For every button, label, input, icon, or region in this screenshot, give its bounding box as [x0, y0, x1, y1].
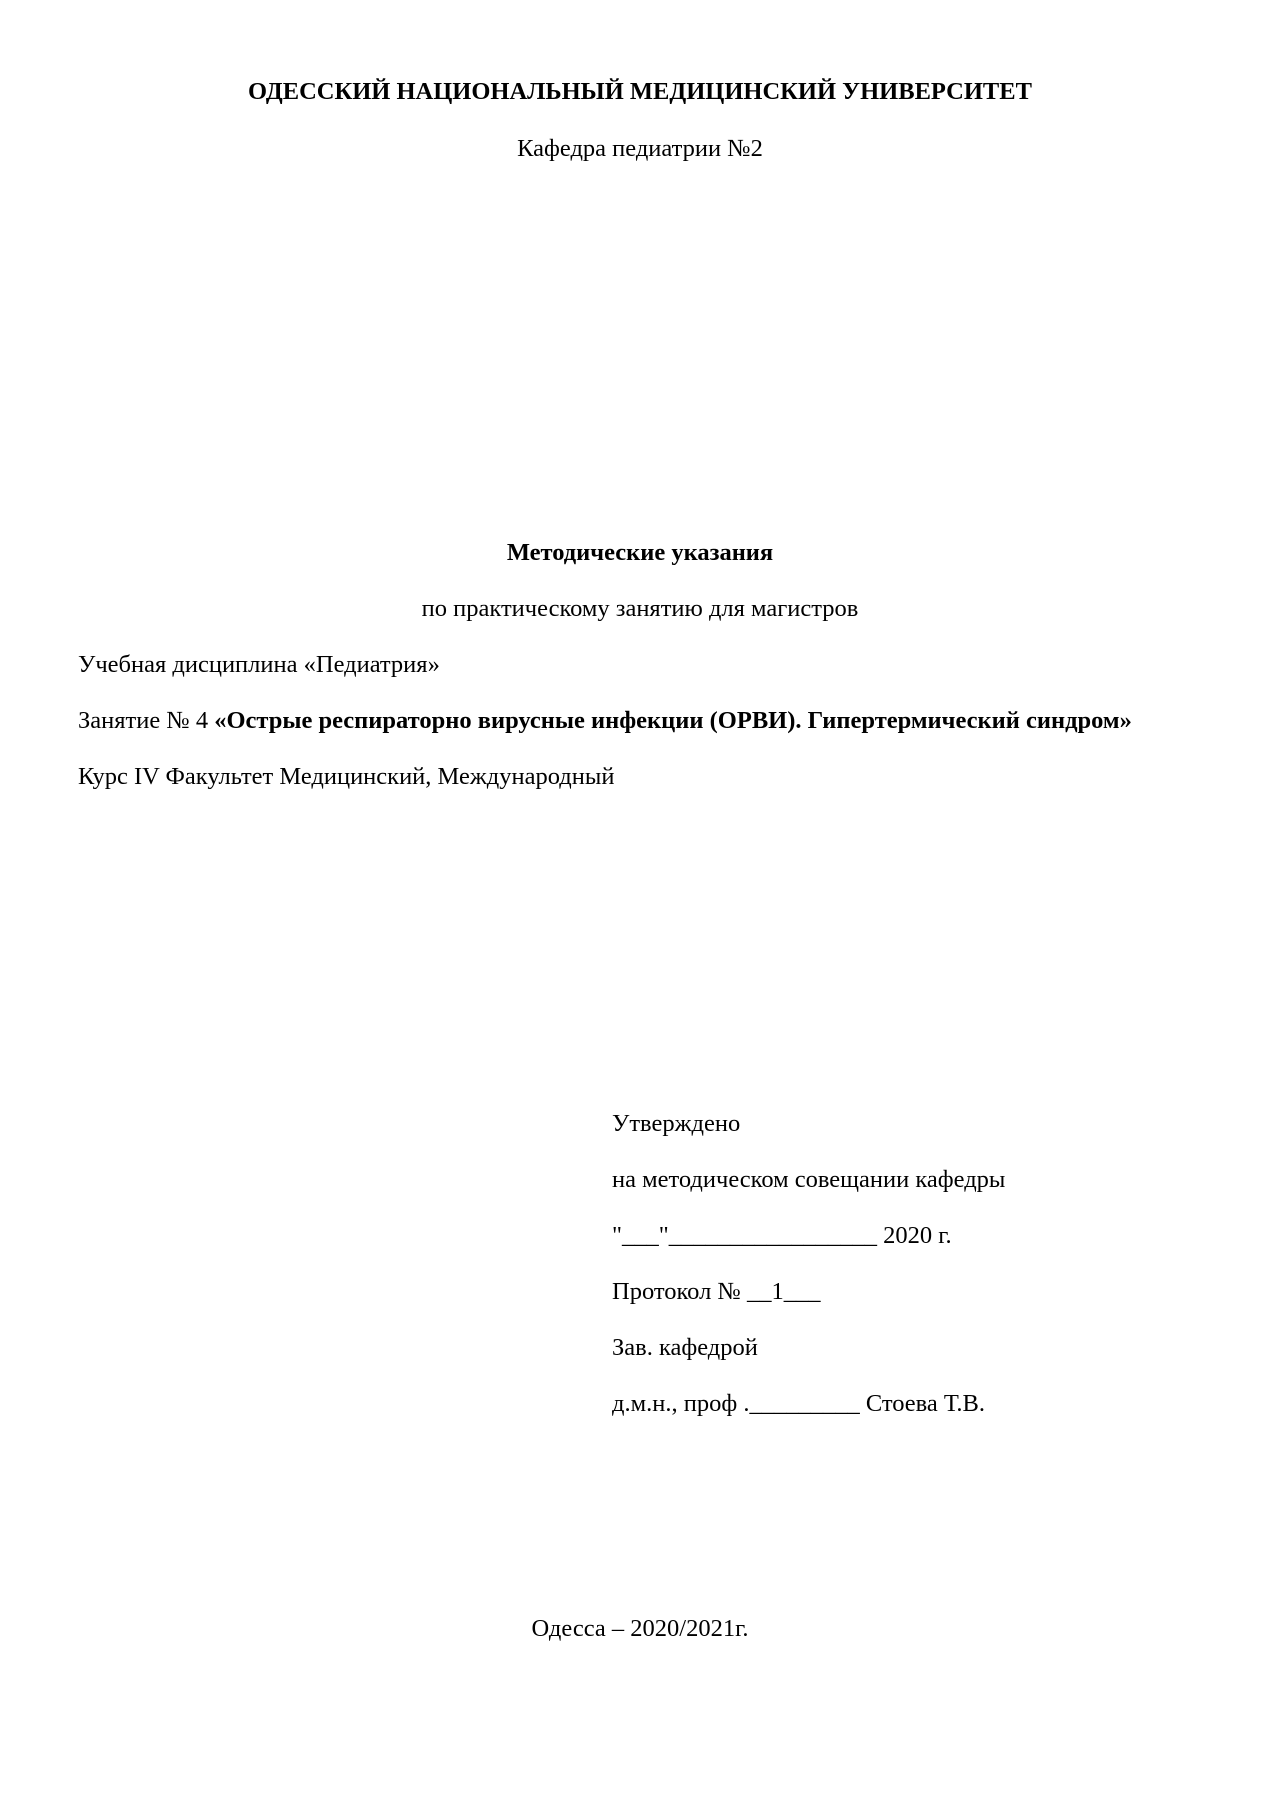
lesson-prefix: Занятие № 4 — [78, 707, 215, 734]
course-line: Курс IV Факультет Медицинский, Международный — [78, 763, 615, 790]
department-name: Кафедра педиатрии №2 — [517, 135, 763, 162]
meeting-line: на методическом совещании кафедры — [612, 1166, 1006, 1193]
approval-date-line: "___"_________________ 2020 г. — [612, 1222, 952, 1249]
discipline-line: Учебная дисциплина «Педиатрия» — [78, 651, 440, 678]
document-title: Методические указания — [506, 539, 774, 566]
lesson-title: «Острые респираторно вирусные инфекции (ОРВИ). Гипертермический синдром» — [214, 707, 1132, 734]
document-subtitle: по практическому занятию для магистров — [421, 595, 859, 622]
signature-line: д.м.н., проф ._________ Стоева Т.В. — [612, 1390, 985, 1417]
university-name: ОДЕССКИЙ НАЦИОНАЛЬНЫЙ МЕДИЦИНСКИЙ УНИВЕРСИТЕТ — [248, 78, 1032, 105]
place-year: Одесса – 2020/2021г. — [531, 1615, 749, 1642]
head-of-department-line: Зав. кафедрой — [612, 1334, 758, 1361]
approved-label: Утверждено — [612, 1110, 741, 1137]
protocol-line: Протокол № __1___ — [612, 1278, 821, 1305]
lesson-line — [78, 706, 1132, 736]
